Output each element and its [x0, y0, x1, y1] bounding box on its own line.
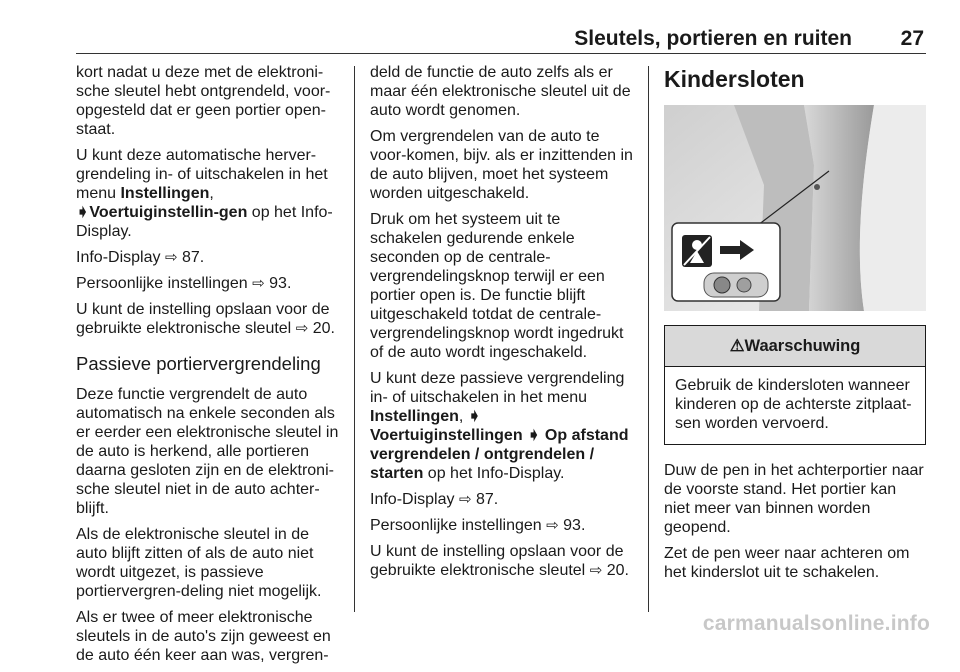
- paragraph: Deze functie vergrendelt de auto automatisch na enkele seconden als er eerder een elektronische sleutel in de auto is herkend, alle portieren daarna gesloten zijn en de elektroni-sche sleutel niet in de auto achter-blijft.: [76, 386, 339, 517]
- child-lock-pin: [814, 184, 820, 190]
- column-3: [664, 63, 926, 589]
- reference-arrow-icon: ⇨: [295, 320, 309, 337]
- paragraph: Duw de pen in het achterportier naar de voorste stand. Het portier kan niet meer van binnen worden geopend.: [664, 462, 924, 536]
- column-1: [76, 63, 342, 672]
- paragraph: Druk om het systeem uit te schakelen gedurende enkele seconden op de centrale-vergrendelingsknop terwijl er een portier open is. De functie blijft uitgeschakeld totdat de centrale-vergrendelingsknop wordt ingedrukt of de auto wordt ingeschakeld.: [370, 211, 624, 361]
- menu-path-settings: Instellingen: [370, 408, 459, 425]
- paragraph: U kunt deze automatische herver-grendeling in- of uitschakelen in het menu Instellingen, ➧Voertuiginstellin-gen op het Info-Display.: [76, 147, 333, 240]
- paragraph: Om vergrendelen van de auto te voor-komen, bijv. als er inzittenden in de auto blijven, moet het systeem worden uitgeschakeld.: [370, 128, 633, 202]
- reference-arrow-icon: ⇨: [458, 491, 472, 508]
- section-heading: Kindersloten: [664, 66, 805, 92]
- menu-path-vehicle-settings: Voertuiginstellingen: [370, 427, 523, 444]
- subsection-heading: Passieve portiervergrendeling: [76, 353, 321, 374]
- cross-reference: Persoonlijke instellingen ⇨ 93.: [370, 517, 586, 534]
- watermark: carmanualsonline.info: [702, 612, 930, 635]
- warning-box: [664, 325, 926, 445]
- lock-pin-icon: [704, 273, 768, 297]
- paragraph: deld de functie de auto zelfs als er maar één elektronische sleutel uit de auto wordt genomen.: [370, 64, 631, 119]
- warning-title: Waarschuwing: [744, 337, 861, 355]
- column-2: [370, 63, 636, 587]
- menu-path-vehicle-settings: Voertuiginstellin-gen: [89, 204, 248, 221]
- child-lock-icon: [682, 235, 712, 267]
- reference-arrow-icon: ⇨: [252, 275, 265, 292]
- column-divider-2: [648, 66, 649, 612]
- menu-arrow-icon: ➧: [467, 408, 482, 425]
- warning-body: Gebruik de kindersloten wanneer kinderen op de achterste zitplaat-sen worden vervoerd.: [675, 377, 912, 432]
- paragraph: U kunt deze passieve vergrendeling in- of uitschakelen in het menu Instellingen, ➧ Voertuiginstellingen ➧ Op afstand vergrendelen / ontgrendelen / starten op het Info-Display.: [370, 370, 629, 482]
- paragraph: Zet de pen weer naar achteren om het kinderslot uit te schakelen.: [664, 545, 910, 581]
- reference-arrow-icon: ⇨: [546, 517, 559, 534]
- paragraph: Als er twee of meer elektronische sleutels in de auto's zijn geweest en de auto één keer aan was, vergren-: [76, 609, 331, 664]
- paragraph: U kunt de instelling opslaan voor de gebruikte elektronische sleutel ⇨ 20.: [76, 301, 335, 337]
- menu-path-remote-lock: Op afstand vergrendelen / ontgrendelen / starten: [370, 427, 629, 482]
- menu-arrow-icon: ➧: [76, 204, 90, 221]
- warning-header: [665, 326, 925, 367]
- page-number: 27: [900, 27, 924, 50]
- cross-reference: Info-Display ⇨ 87.: [370, 491, 499, 508]
- door-panel: [860, 105, 926, 311]
- section-title: Sleutels, portieren en ruiten: [574, 27, 852, 50]
- menu-arrow-icon: ➧: [527, 427, 541, 444]
- paragraph: Als de elektronische sleutel in de auto blijft zitten of als de auto niet wordt uitgezet, is passieve portiervergren-deling niet mogelijk.: [76, 526, 322, 600]
- warning-icon: ⚠: [729, 337, 745, 355]
- page-header: [0, 0, 960, 56]
- cross-reference: Info-Display ⇨ 87.: [76, 249, 205, 266]
- paragraph: kort nadat u deze met de elektroni-sche sleutel hebt ontgrendeld, voor-opgesteld dat er geen portier open-staat.: [76, 64, 331, 138]
- menu-path-settings: Instellingen: [120, 185, 210, 202]
- reference-arrow-icon: ⇨: [589, 562, 603, 579]
- door-illustration-svg: [664, 105, 926, 311]
- cross-reference: Persoonlijke instellingen ⇨ 93.: [76, 275, 292, 292]
- child-lock-illustration: [664, 105, 926, 311]
- reference-arrow-icon: ⇨: [164, 249, 178, 266]
- header-rule: [76, 53, 926, 54]
- paragraph: U kunt de instelling opslaan voor de gebruikte elektronische sleutel ⇨ 20.: [370, 543, 629, 579]
- column-divider-1: [354, 66, 355, 612]
